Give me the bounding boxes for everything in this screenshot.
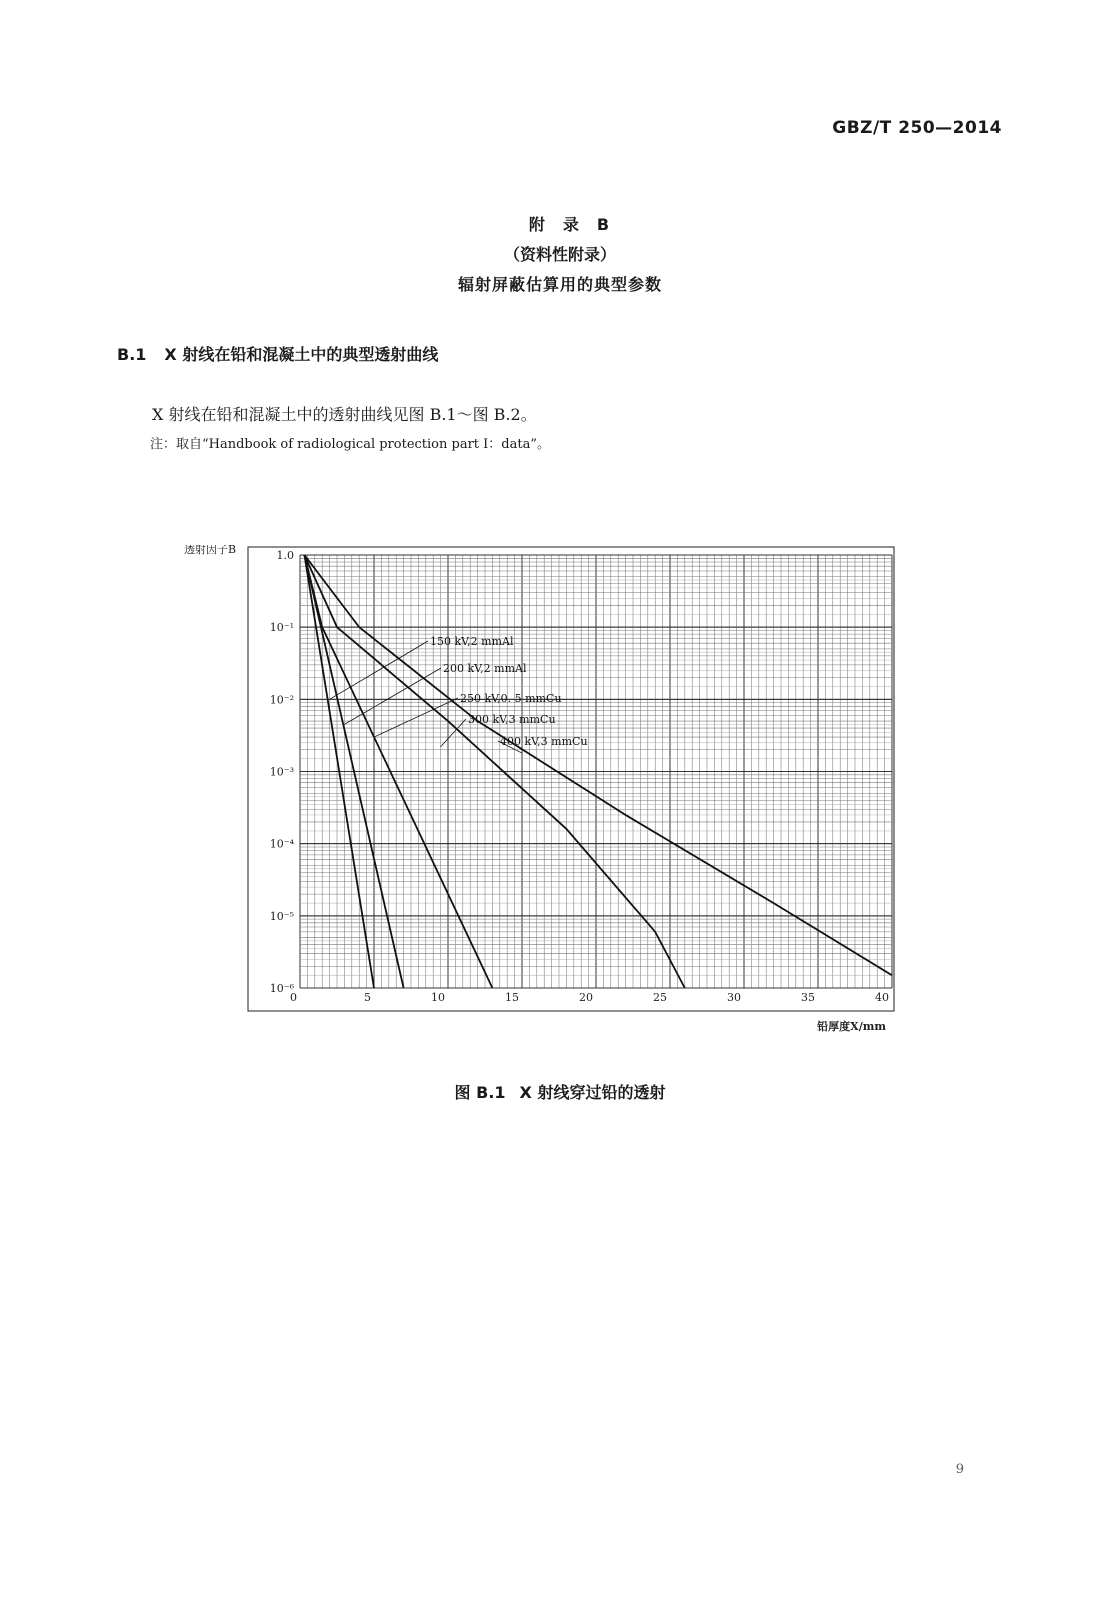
chart-svg [180, 545, 920, 1065]
transmission-chart [180, 545, 920, 1065]
y-tick-label: 10⁻³ [269, 765, 294, 779]
x-tick-label: 25 [653, 991, 667, 1004]
x-tick-label: 10 [431, 991, 445, 1004]
figure-caption-number: 图 B.1 [454, 1083, 506, 1102]
y-tick-label: 10⁻⁵ [269, 909, 294, 923]
legend-label-1: 150 kV,2 mmAl [430, 635, 514, 648]
appendix-title: 辐射屏蔽估算用的典型参数 [457, 275, 662, 294]
section-heading [117, 342, 438, 365]
legend-label-2: 200 kV,2 mmAl [443, 662, 527, 675]
x-tick-label: 15 [505, 991, 519, 1004]
x-tick-label: 0 [290, 991, 297, 1004]
y-tick-label: 10⁻¹ [269, 621, 294, 635]
x-tick-label: 30 [727, 991, 741, 1004]
y-tick-label: 1.0 [276, 549, 294, 562]
legend-leader-2 [344, 668, 441, 724]
section-number: B.1 [117, 345, 147, 364]
appendix-nature: （资料性附录） [503, 245, 616, 264]
x-tick-label: 35 [801, 991, 815, 1004]
body-paragraph: X 射线在铅和混凝土中的透射曲线见图 B.1～图 B.2。 [152, 405, 537, 424]
x-tick-label: 40 [875, 991, 889, 1004]
legend-label-5: 400 kV,3 mmCu [500, 735, 588, 748]
legend-label-3: 250 kV,0. 5 mmCu [460, 692, 562, 705]
body-note: 注：取自“Handbook of radiological protection part Ⅰ：data”。 [150, 437, 550, 452]
x-tick-label: 5 [364, 991, 371, 1004]
chart-frame [248, 547, 894, 1011]
figure-caption-title: X 射线穿过铅的透射 [519, 1083, 666, 1102]
x-tick-label: 20 [579, 991, 593, 1004]
page-number: 9 [955, 1462, 964, 1477]
y-tick-label: 10⁻⁴ [269, 837, 294, 851]
y-tick-label: 10⁻⁶ [269, 982, 294, 995]
appendix-label: 附录B [528, 215, 628, 234]
legend-leader-3 [374, 698, 458, 737]
y-tick-label: 10⁻² [269, 693, 294, 707]
legend-label-4: 300 kV,3 mmCu [468, 713, 556, 726]
series-line-5 [304, 555, 892, 975]
x-axis-label: 铅厚度X/mm [817, 1020, 886, 1033]
y-axis-label: 透射因子B [184, 545, 237, 556]
figure-caption [0, 1080, 1120, 1103]
standard-code: GBZ/T 250—2014 [832, 118, 1002, 138]
section-title: X 射线在铅和混凝土中的典型透射曲线 [164, 345, 439, 364]
